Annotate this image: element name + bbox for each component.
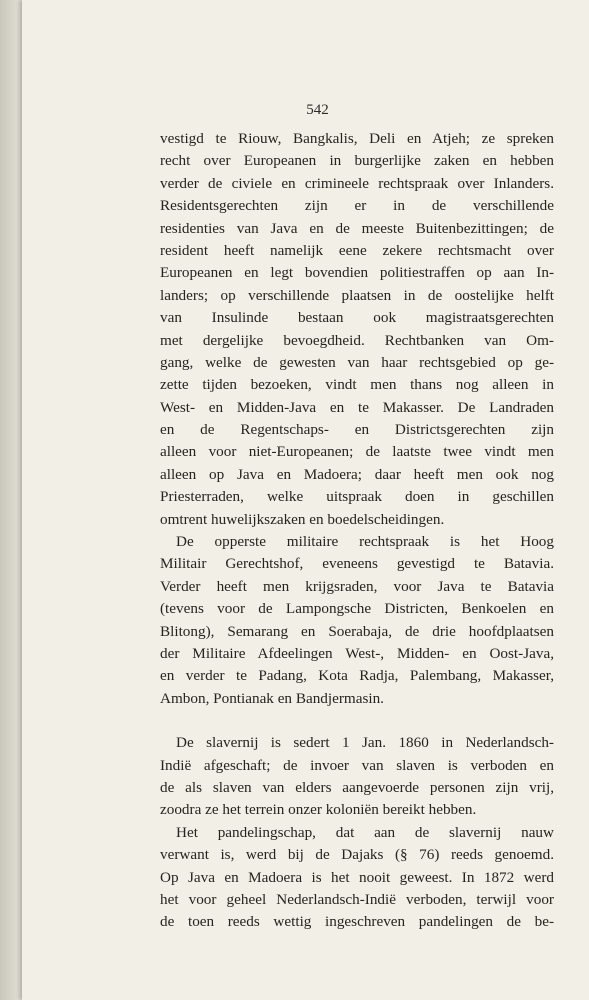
book-page bbox=[22, 0, 589, 1000]
text-line: Priesterraden, welke uitspraak doen in geschillen bbox=[160, 488, 554, 506]
text-line: van Insulinde bestaan ook magistraatsgerechten bbox=[160, 309, 554, 327]
text-line: De slavernij is sedert 1 Jan. 1860 in Nederlandsch- bbox=[176, 734, 554, 752]
text-line: West- en Midden-Java en te Makasser. De Landraden bbox=[160, 398, 554, 416]
text-line: alleen op Java en Madoera; daar heeft men ook nog bbox=[160, 465, 554, 483]
page-number: 542 bbox=[306, 102, 329, 118]
text-line: Europeanen en legt bovendien politiestraffen op aan In- bbox=[160, 264, 554, 282]
text-line: met dergelijke bevoegdheid. Rechtbanken van Om- bbox=[160, 331, 554, 349]
text-line: (tevens voor de Lampongsche Districten, Benkoelen en bbox=[160, 600, 554, 618]
text-line: Militair Gerechtshof, eveneens gevestigd te Batavia. bbox=[160, 555, 554, 573]
text-line: Op Java en Madoera is het nooit geweest. In 1872 werd bbox=[160, 868, 554, 886]
body-text bbox=[160, 128, 554, 934]
text-line: alleen voor niet-Europeanen; de laatste twee vindt men bbox=[160, 443, 554, 461]
text-line: de toen reeds wettig ingeschreven pandelingen de be- bbox=[160, 913, 554, 931]
text-line: Het pandelingschap, dat aan de slavernij nauw bbox=[176, 823, 554, 841]
text-line: resident heeft namelijk eene zekere rechtsmacht over bbox=[160, 241, 554, 259]
text-line: gang, welke de gewesten van haar rechtsgebied op ge- bbox=[160, 353, 554, 371]
text-line: en de Regentschaps- en Districtsgerechten zijn bbox=[160, 421, 554, 439]
paragraph bbox=[160, 531, 554, 710]
text-line: vestigd te Riouw, Bangkalis, Deli en Atjeh; ze spreken bbox=[160, 130, 554, 147]
paragraph bbox=[160, 732, 554, 822]
text-line: zoodra ze het terrein onzer koloniën bereikt hebben. bbox=[160, 801, 477, 819]
section-gap bbox=[160, 710, 554, 732]
paragraph bbox=[160, 128, 554, 531]
text-line: Residentsgerechten zijn er in de verschillende bbox=[160, 197, 554, 215]
text-line: der Militaire Afdeelingen West-, Midden- en Oost-Java, bbox=[160, 644, 554, 662]
text-line: residenties van Java en de meeste Buitenbezittingen; de bbox=[160, 219, 554, 237]
text-line: recht over Europeanen in burgerlijke zaken en hebben bbox=[160, 152, 554, 170]
text-line: De opperste militaire rechtspraak is het Hoog bbox=[176, 533, 554, 551]
text-line: verder de civiele en crimineele rechtspraak over Inlanders. bbox=[160, 174, 554, 192]
text-line: Verder heeft men krijgsraden, voor Java te Batavia bbox=[160, 577, 554, 595]
paragraph bbox=[160, 822, 554, 934]
text-line: en verder te Padang, Kota Radja, Palembang, Makasser, bbox=[160, 667, 554, 685]
text-line: het voor geheel Nederlandsch-Indië verboden, terwijl voor bbox=[160, 890, 554, 908]
text-line: zette tijden bezoeken, vindt men thans nog alleen in bbox=[160, 376, 554, 394]
text-line: Ambon, Pontianak en Bandjermasin. bbox=[160, 689, 384, 707]
text-line: Indië afgeschaft; de invoer van slaven is verboden en bbox=[160, 756, 554, 774]
text-line: de als slaven van elders aangevoerde personen zijn vrij, bbox=[160, 778, 554, 796]
book-spine-shadow bbox=[0, 0, 22, 1000]
text-line: verwant is, werd bij de Dajaks (§ 76) reeds genoemd. bbox=[160, 846, 554, 864]
text-line: omtrent huwelijkszaken en boedelscheidingen. bbox=[160, 510, 445, 528]
text-line: Blitong), Semarang en Soerabaja, de drie hoofdplaatsen bbox=[160, 622, 554, 640]
text-line: landers; op verschillende plaatsen in de oostelijke helft bbox=[160, 286, 554, 304]
